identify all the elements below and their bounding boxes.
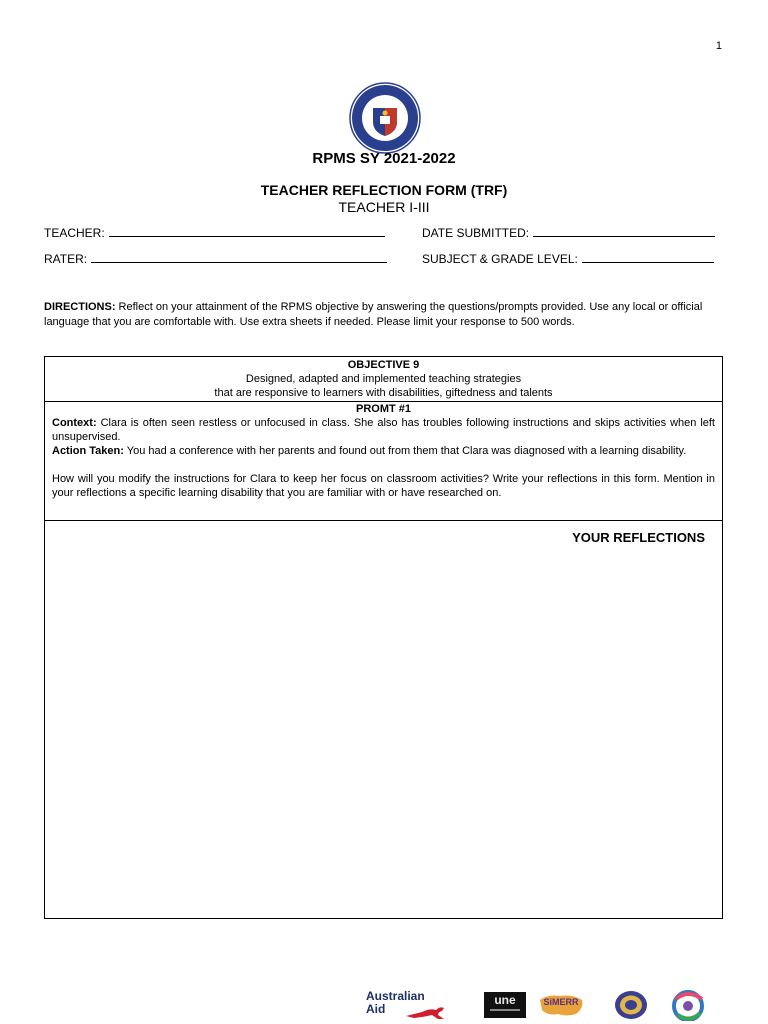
date-submitted-input-line[interactable] — [533, 225, 715, 237]
rater-field — [44, 251, 387, 266]
une-logo-text: une — [494, 993, 516, 1007]
deped-seal-icon — [349, 82, 421, 154]
context-text: Clara is often seen restless or unfocused in class. She also has troubles following instructions and skips activities when left unsupervised. — [52, 417, 715, 443]
prompt-context — [52, 416, 715, 444]
context-label: Context: — [52, 417, 97, 429]
teacher-field — [44, 225, 385, 240]
prompt-title: PROMT #1 — [355, 403, 411, 415]
subject-grade-label: SUBJECT & GRADE LEVEL: — [422, 252, 578, 266]
page-number: 1 — [715, 40, 722, 52]
directions-text: Reflect on your attainment of the RPMS objective by answering the questions/prompts provided. Use any local or official language that you are comfortable with. Use extra sheets if needed. Please limit your response to 500 words. — [44, 301, 703, 328]
rater-input-line[interactable] — [91, 251, 387, 263]
australian-aid-line-1: Australian — [366, 989, 425, 1003]
rater-label: RATER: — [44, 252, 88, 266]
teacher-input-line[interactable] — [109, 225, 385, 237]
australian-aid-logo — [366, 990, 462, 1020]
reflections-label: YOUR REFLECTIONS — [572, 530, 705, 545]
objective-line-1: Designed, adapted and implemented teaching strategies — [245, 373, 522, 385]
form-subtitle: TEACHER I-III — [338, 199, 430, 215]
kangaroo-icon — [404, 1004, 454, 1020]
une-logo — [484, 992, 526, 1018]
objective-prompt-table — [44, 356, 723, 521]
directions — [44, 300, 724, 330]
prompt-section — [45, 402, 722, 500]
australian-aid-line-2: Aid — [366, 1002, 386, 1016]
subject-grade-input-line[interactable] — [582, 251, 714, 263]
simerr-logo-text: SiMERR — [543, 997, 579, 1007]
simerr-logo — [536, 992, 586, 1018]
document-title: RPMS SY 2021-2022 — [312, 150, 456, 167]
objective-section — [45, 357, 722, 402]
teacher-label: TEACHER: — [44, 226, 105, 240]
objective-title: OBJECTIVE 9 — [347, 359, 420, 371]
action-label: Action Taken: — [52, 445, 124, 457]
swirl-logo-icon — [664, 989, 714, 1021]
footer-logos — [366, 988, 726, 1022]
institution-seal-icon — [614, 990, 648, 1020]
directions-label: DIRECTIONS: — [44, 301, 116, 313]
date-submitted-label: DATE SUBMITTED: — [422, 226, 530, 240]
prompt-body — [45, 416, 722, 500]
prompt-question: How will you modify the instructions for Clara to keep her focus on classroom activities? Write your reflections in this form. Mention in your reflections a specific learning disability that you are familiar with or have researched on. — [52, 473, 715, 499]
date-submitted-field — [422, 225, 715, 240]
prompt-action — [52, 444, 715, 458]
action-text: You had a conference with her parents and found out from them that Clara was diagnosed with a learning disability. — [123, 445, 687, 457]
reflections-box[interactable] — [44, 520, 723, 919]
form-title: TEACHER REFLECTION FORM (TRF) — [260, 182, 508, 198]
objective-line-2: that are responsive to learners with disabilities, giftedness and talents — [214, 387, 553, 399]
subject-grade-field — [422, 251, 714, 266]
